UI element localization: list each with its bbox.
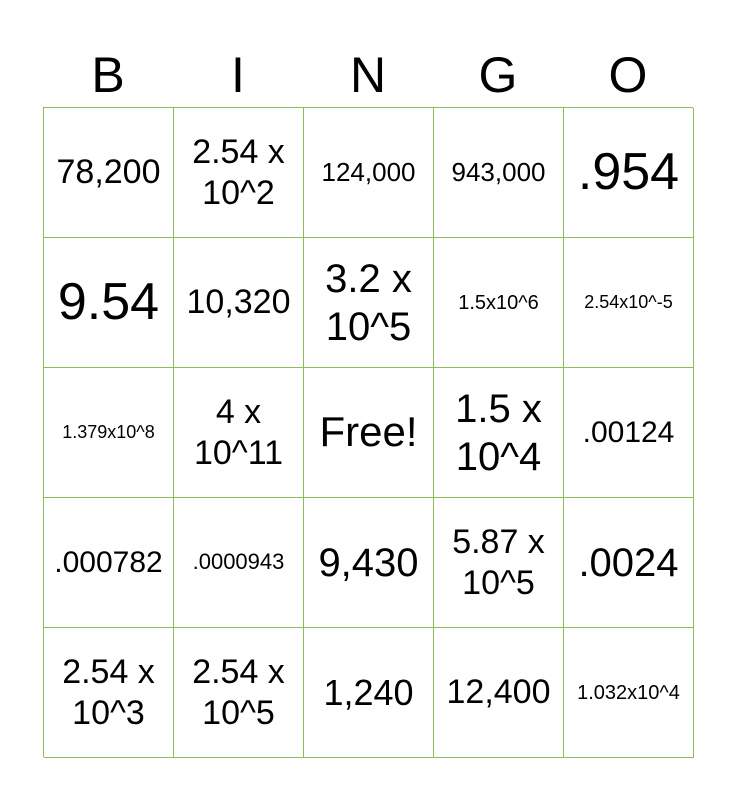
bingo-cell[interactable]: 5.87 x 10^5 — [434, 498, 564, 628]
bingo-header — [43, 40, 693, 108]
bingo-cell[interactable]: 1.032x10^4 — [564, 628, 694, 758]
bingo-cell[interactable]: 78,200 — [44, 108, 174, 238]
header-letter-i: I — [231, 47, 245, 103]
header-letter-b: B — [91, 47, 125, 103]
bingo-cell[interactable]: 124,000 — [304, 108, 434, 238]
bingo-cell[interactable]: 943,000 — [434, 108, 564, 238]
bingo-cell[interactable]: .0024 — [564, 498, 694, 628]
bingo-cell[interactable]: 2.54x10^-5 — [564, 238, 694, 368]
bingo-cell[interactable]: 1.5x10^6 — [434, 238, 564, 368]
bingo-cell[interactable]: 1,240 — [304, 628, 434, 758]
header-letter-g: G — [478, 47, 518, 103]
bingo-cell[interactable]: 12,400 — [434, 628, 564, 758]
bingo-cell[interactable]: .00124 — [564, 368, 694, 498]
bingo-cell[interactable]: .954 — [564, 108, 694, 238]
bingo-cell[interactable]: 1.5 x 10^4 — [434, 368, 564, 498]
header-letter-n: N — [349, 47, 387, 103]
free-space[interactable]: Free! — [304, 368, 434, 498]
bingo-cell[interactable]: 1.379x10^8 — [44, 368, 174, 498]
bingo-cell[interactable]: 10,320 — [174, 238, 304, 368]
bingo-cell[interactable]: 2.54 x 10^2 — [174, 108, 304, 238]
bingo-cell[interactable]: 9.54 — [44, 238, 174, 368]
bingo-cell[interactable]: .0000943 — [174, 498, 304, 628]
header-letter-o: O — [608, 47, 648, 103]
bingo-cell[interactable]: 4 x 10^11 — [174, 368, 304, 498]
bingo-cell[interactable]: 9,430 — [304, 498, 434, 628]
bingo-cell[interactable]: 3.2 x 10^5 — [304, 238, 434, 368]
bingo-cell[interactable]: 2.54 x 10^5 — [174, 628, 304, 758]
bingo-grid — [43, 107, 693, 757]
bingo-cell[interactable]: .000782 — [44, 498, 174, 628]
bingo-cell[interactable]: 2.54 x 10^3 — [44, 628, 174, 758]
